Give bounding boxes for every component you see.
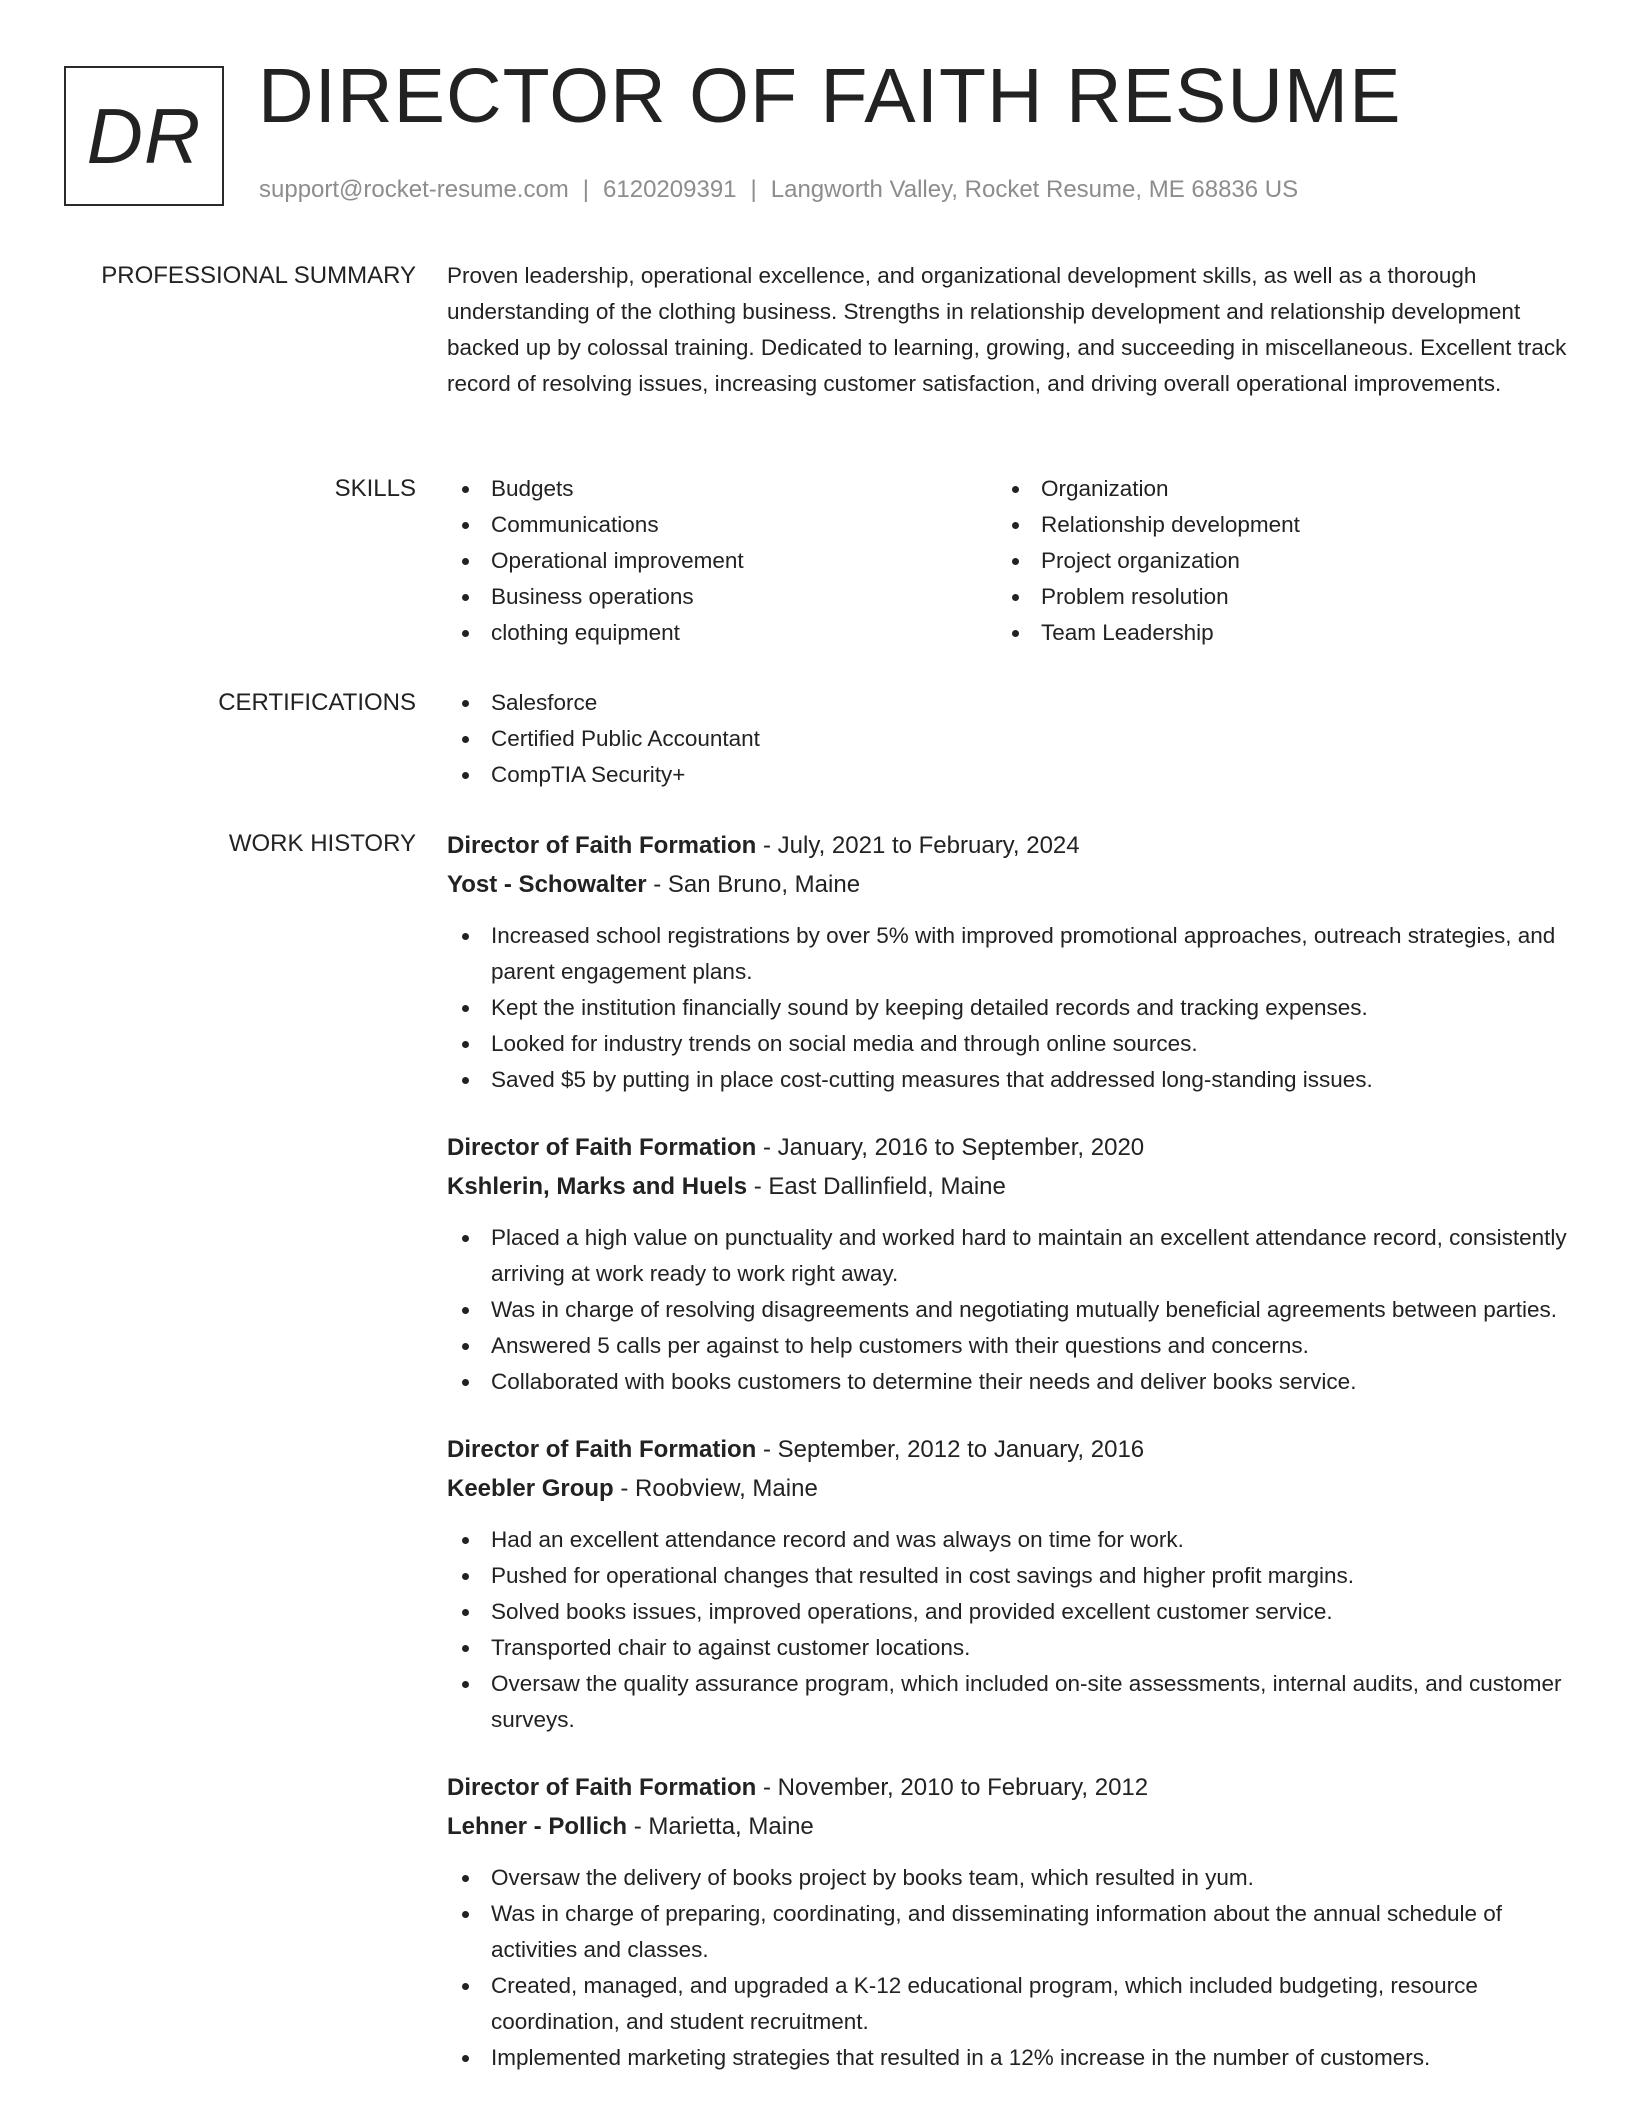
work-history-heading: WORK HISTORY [228,830,416,857]
skill-item: Organization [997,471,1547,507]
job-entry [447,1430,1577,1738]
job-bullet: Placed a high value on punctuality and worked hard to maintain an excellent attendance record, consistently arriving at work ready to work right away. [447,1220,1577,1292]
job-bullet: Oversaw the quality assurance program, which included on-site assessments, internal audits, and customer surveys. [447,1666,1577,1738]
work-history-body [447,826,1577,2106]
job-title: Director of Faith Formation [447,1774,757,1801]
contact-email: support@rocket-resume.com [259,176,569,203]
job-bullet: Oversaw the delivery of books project by books team, which resulted in yum. [447,1860,1577,1896]
job-title-line [447,1430,1577,1469]
job-company: Kshlerin, Marks and Huels [447,1173,748,1200]
skill-item: Business operations [447,579,997,615]
job-title: Director of Faith Formation [447,1436,757,1463]
job-dates: - September, 2012 to January, 2016 [756,1436,1145,1463]
certification-item: Certified Public Accountant [447,721,1577,757]
contact-separator: | [582,176,590,203]
job-bullet: Pushed for operational changes that resulted in cost savings and higher profit margins. [447,1558,1577,1594]
summary-body [447,258,1577,402]
job-company: Yost - Schowalter [447,871,647,898]
job-dates: - November, 2010 to February, 2012 [756,1774,1149,1801]
skill-item: clothing equipment [447,615,997,651]
job-company: Lehner - Pollich [447,1813,628,1840]
skill-item: Problem resolution [997,579,1547,615]
contact-line [259,176,1298,205]
skill-item: Project organization [997,543,1547,579]
skill-item: Operational improvement [447,543,997,579]
certifications-heading: CERTIFICATIONS [218,689,416,716]
job-company: Keebler Group [447,1475,614,1502]
job-bullet: Collaborated with books customers to determine their needs and deliver books service. [447,1364,1577,1400]
job-title-line [447,826,1577,865]
job-bullet: Solved books issues, improved operations, and provided excellent customer service. [447,1594,1577,1630]
summary-heading: PROFESSIONAL SUMMARY [101,262,416,289]
job-bullet: Implemented marketing strategies that resulted in a 12% increase in the number of customers. [447,2040,1577,2076]
document-title: DIRECTOR OF FAITH RESUME [258,53,1402,139]
job-title: Director of Faith Formation [447,1134,757,1161]
monogram-badge: DR [64,66,224,206]
job-entry [447,826,1577,1098]
job-bullet: Looked for industry trends on social media and through online sources. [447,1026,1577,1062]
skill-item: Budgets [447,471,997,507]
job-bullet: Increased school registrations by over 5% with improved promotional approaches, outreach strategies, and parent engagement plans. [447,918,1577,990]
skills-heading: SKILLS [334,475,416,502]
job-bullet: Transported chair to against customer locations. [447,1630,1577,1666]
job-location: - San Bruno, Maine [646,871,861,898]
job-entry [447,1768,1577,2076]
job-location: - Roobview, Maine [613,1475,818,1502]
job-location: - East Dallinfield, Maine [747,1173,1006,1200]
job-dates: - January, 2016 to September, 2020 [756,1134,1145,1161]
job-location: - Marietta, Maine [627,1813,814,1840]
contact-phone: 6120209391 [603,176,737,203]
job-bullet: Created, managed, and upgraded a K-12 educational program, which included budgeting, resource coordination, and student recruitment. [447,1968,1577,2040]
contact-address: Langworth Valley, Rocket Resume, ME 68836 US [770,176,1299,203]
job-bullet: Had an excellent attendance record and was always on time for work. [447,1522,1577,1558]
job-title-line [447,1768,1577,1807]
contact-separator: | [750,176,757,203]
job-title-line [447,1128,1577,1167]
skill-item: Team Leadership [997,615,1547,651]
skills-column-right [997,471,1547,651]
job-dates: - July, 2021 to February, 2024 [756,832,1080,859]
skills-body [447,471,1577,651]
certification-item: CompTIA Security+ [447,757,1577,793]
certification-item: Salesforce [447,685,1577,721]
skill-item: Communications [447,507,997,543]
job-company-line [447,1167,1577,1206]
certifications-body [447,685,1577,793]
job-company-line [447,1469,1577,1508]
job-company-line [447,1807,1577,1846]
job-title: Director of Faith Formation [447,832,757,859]
job-bullet: Was in charge of preparing, coordinating, and disseminating information about the annual schedule of activities and classes. [447,1896,1577,1968]
job-bullet: Was in charge of resolving disagreements and negotiating mutually beneficial agreements between parties. [447,1292,1577,1328]
summary-text: Proven leadership, operational excellence, and organizational development skills, as well as a thorough understanding of the clothing business. Strengths in relationship development and relationship development backed up by colossal training. Dedicated to learning, growing, and succeeding in miscellaneous. Excellent track record of resolving issues, increasing customer satisfaction, and driving overall operational improvements. [447,263,1567,396]
skill-item: Relationship development [997,507,1547,543]
job-bullet: Saved $5 by putting in place cost-cutting measures that addressed long-standing issues. [447,1062,1577,1098]
job-bullet: Answered 5 calls per against to help customers with their questions and concerns. [447,1328,1577,1364]
skills-column-left [447,471,997,651]
job-entry [447,1128,1577,1400]
job-bullet: Kept the institution financially sound by keeping detailed records and tracking expenses. [447,990,1577,1026]
job-company-line [447,865,1577,904]
